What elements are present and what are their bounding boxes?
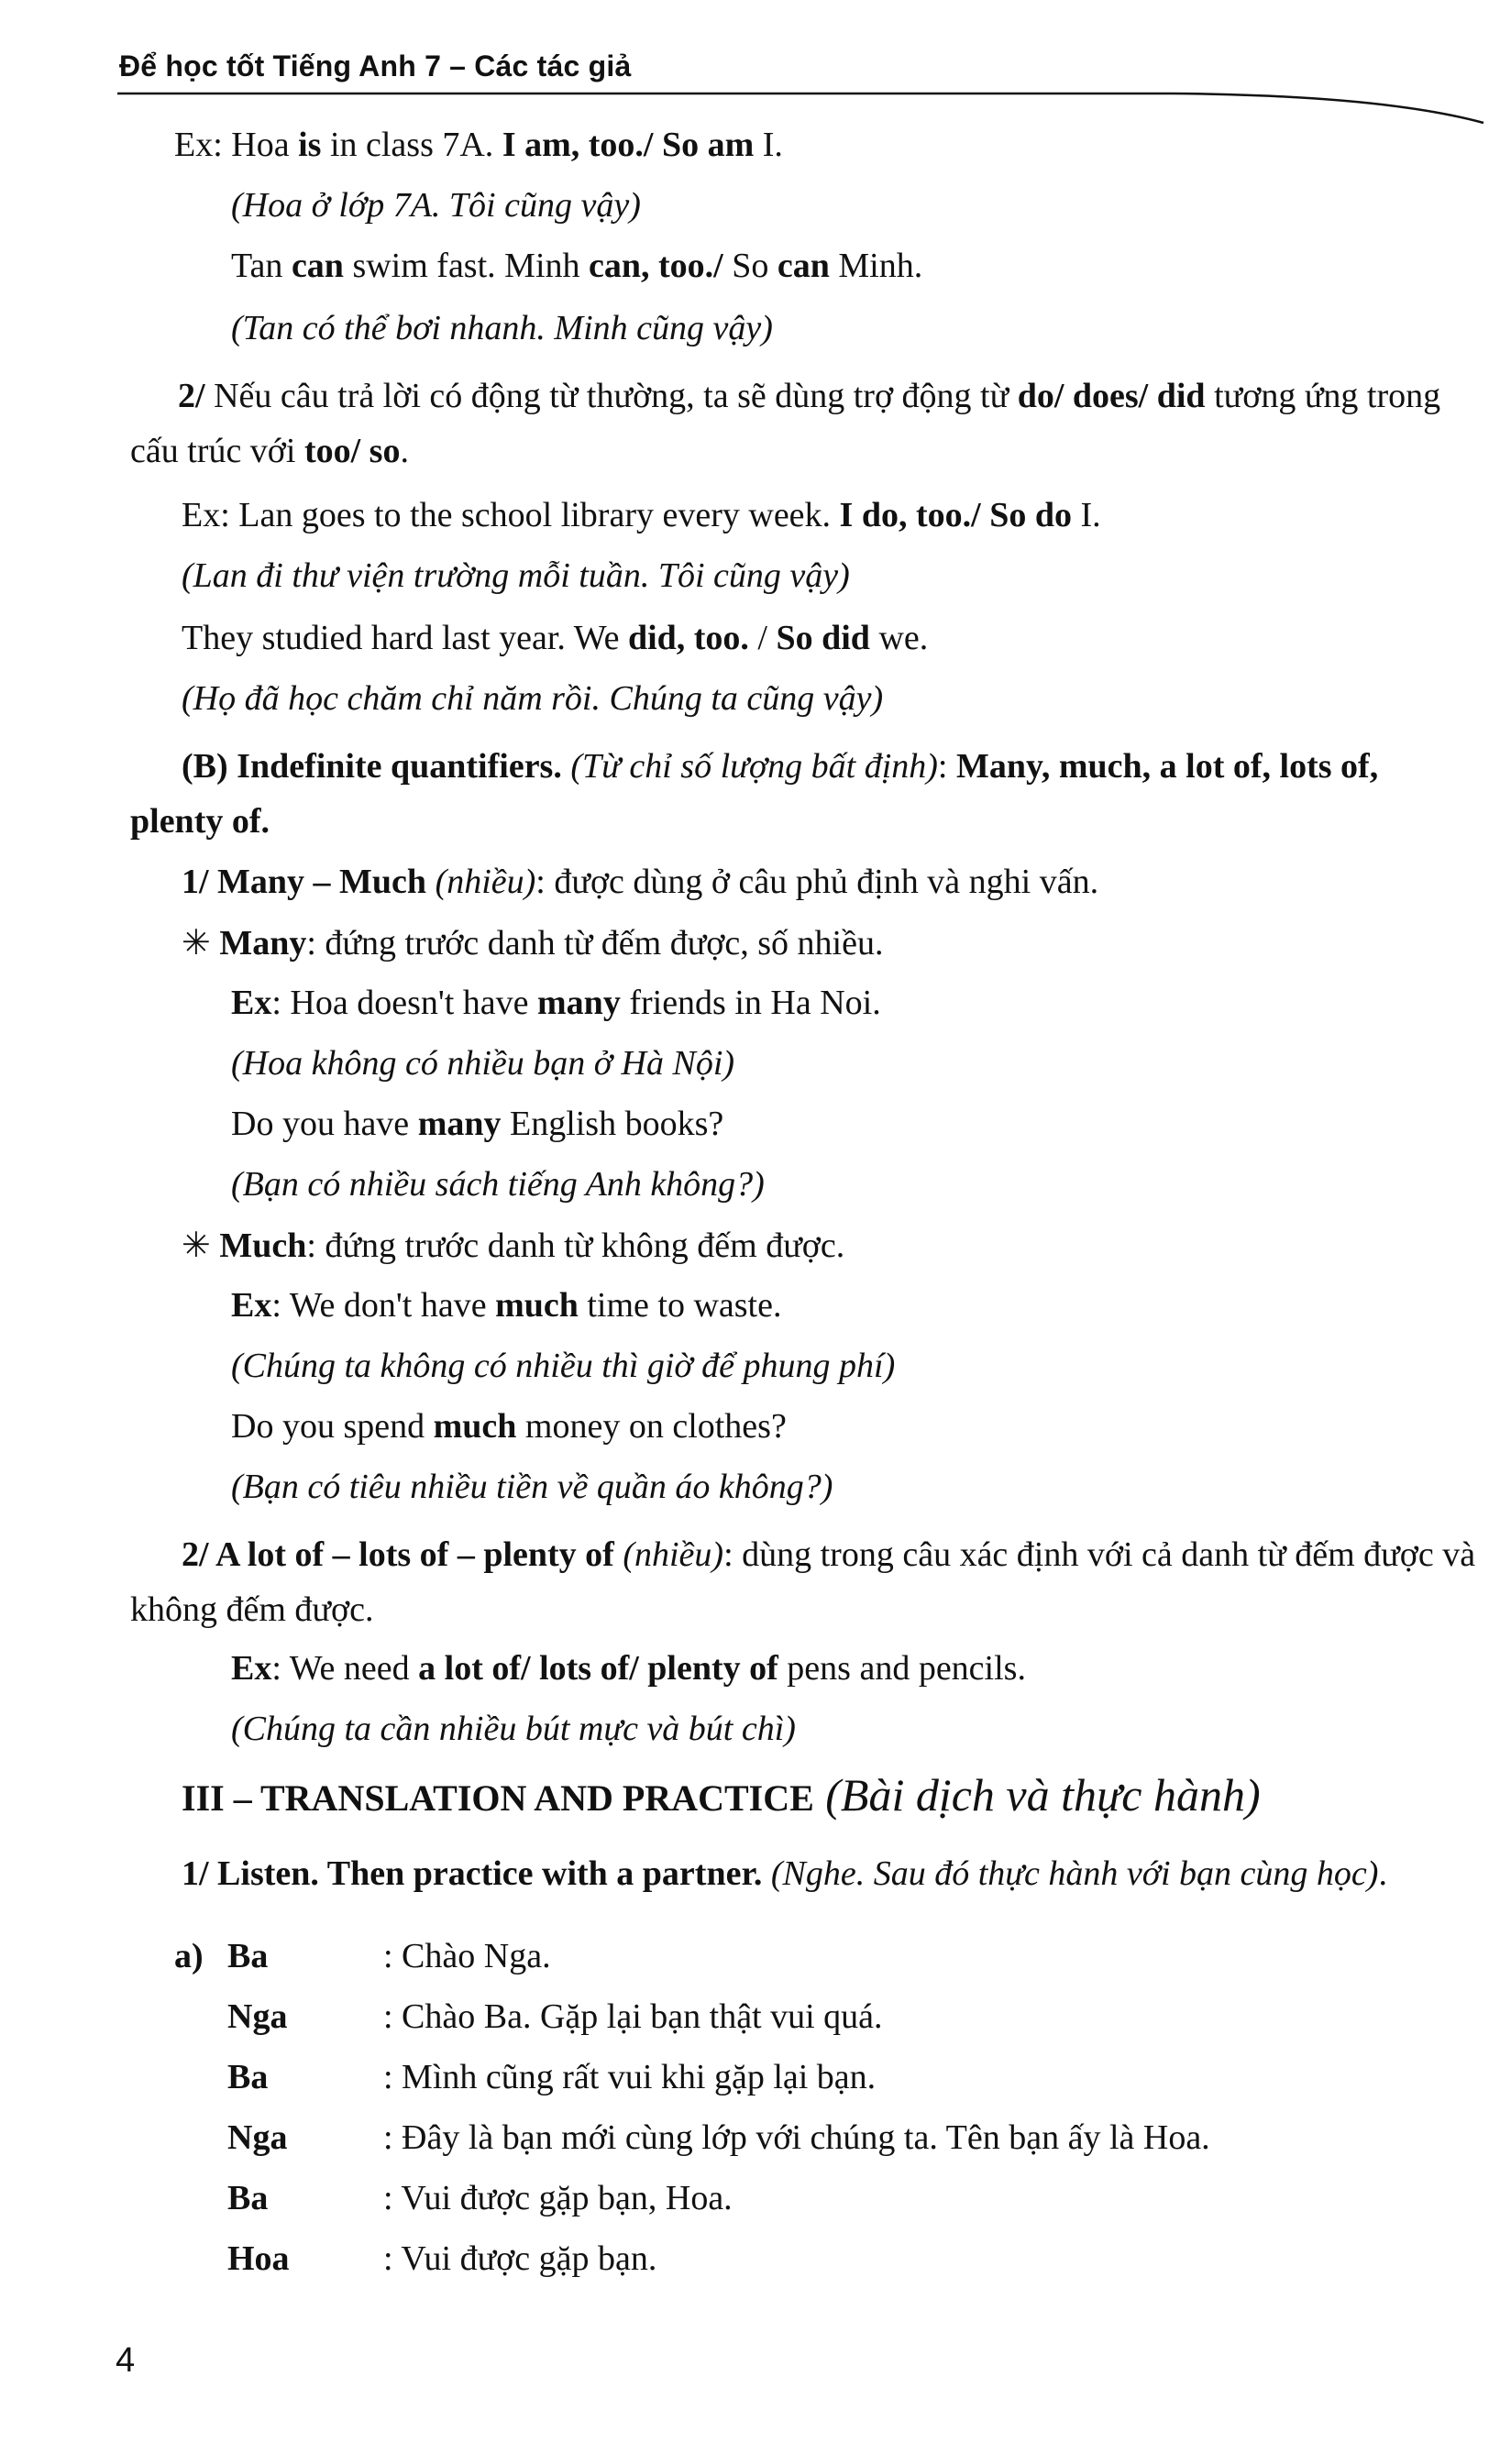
translation-line: (Tan có thể bơi nhanh. Minh cũng vậy) <box>231 309 773 347</box>
section-paragraph: (B) Indefinite quantifiers. (Từ chỉ số lượng bất định): Many, much, a lot of, lots of, plenty of. <box>130 747 1379 841</box>
translation-line: (Lan đi thư viện trường mỗi tuần. Tôi cũng vậy) <box>182 556 850 595</box>
dialogue-speaker: Hoa <box>227 2239 290 2278</box>
dialogue-utterance: : Mình cũng rất vui khi gặp lại bạn. <box>383 2058 877 2096</box>
example-line: They studied hard last year. We did, too. / So did we. <box>182 619 929 657</box>
translation-line: (Họ đã học chăm chỉ năm rồi. Chúng ta cũng vậy) <box>182 679 884 718</box>
page-number: 4 <box>116 2341 136 2380</box>
dialogue-row <box>174 1936 551 1976</box>
dialogue-utterance: : Đây là bạn mới cùng lớp với chúng ta. Tên bạn ấy là Hoa. <box>383 2118 1210 2157</box>
dialogue-speaker: Ba <box>227 1937 269 1975</box>
translation-line: (Bạn có nhiều sách tiếng Anh không?) <box>231 1165 765 1204</box>
rule-line: 1/ Many – Much (nhiều): được dùng ở câu phủ định và nghi vấn. <box>182 863 1099 901</box>
example-line: Ex: Lan goes to the school library every week. I do, too./ So do I. <box>182 496 1101 534</box>
dialogue-utterance: : Chào Ba. Gặp lại bạn thật vui quá. <box>383 1997 883 2036</box>
example-line: Do you have many English books? <box>231 1105 724 1143</box>
translation-line: (Hoa không có nhiều bạn ở Hà Nội) <box>231 1044 735 1083</box>
header-rule <box>117 88 1493 125</box>
example-line: Ex: Hoa doesn't have many friends in Ha Noi. <box>231 984 881 1022</box>
page-header: Để học tốt Tiếng Anh 7 – Các tác giả <box>119 50 632 82</box>
example-line: Ex: Hoa is in class 7A. I am, too./ So am I. <box>174 126 783 164</box>
dialogue-utterance: : Vui được gặp bạn, Hoa. <box>383 2179 733 2217</box>
dialogue-speaker: Ba <box>227 2179 269 2217</box>
translation-line: (Bạn có tiêu nhiều tiền về quần áo không?) <box>231 1468 833 1506</box>
section-heading: III – TRANSLATION AND PRACTICE (Bài dịch và thực hành) <box>182 1769 1261 1820</box>
asterisk-icon: ✳ <box>182 922 211 962</box>
dialogue-utterance: : Vui được gặp bạn. <box>383 2239 657 2278</box>
translation-line: (Chúng ta cần nhiều bút mực và bút chì) <box>231 1710 796 1748</box>
example-line: Ex: We don't have much time to waste. <box>231 1286 782 1325</box>
example-line: Tan can swim fast. Minh can, too./ So can Minh. <box>231 247 923 285</box>
instruction-paragraph: 1/ Listen. Then practice with a partner. (Nghe. Sau đó thực hành với bạn cùng học). <box>182 1854 1387 1893</box>
rule-paragraph: 2/ A lot of – lots of – plenty of (nhiều): dùng trong câu xác định với cả danh từ đếm được và không đếm được. <box>130 1535 1476 1629</box>
dialogue-label: a) <box>174 1937 204 1975</box>
dialogue-speaker: Nga <box>227 1997 288 2036</box>
bullet-line: ✳ Much: đứng trước danh từ không đếm được. <box>182 1225 845 1265</box>
dialogue-speaker: Nga <box>227 2118 288 2157</box>
dialogue-utterance: : Chào Nga. <box>383 1937 551 1975</box>
translation-line: (Chúng ta không có nhiều thì giờ để phung phí) <box>231 1347 896 1385</box>
bullet-line: ✳ Many: đứng trước danh từ đếm được, số nhiều. <box>182 922 884 962</box>
translation-line: (Hoa ở lớp 7A. Tôi cũng vậy) <box>231 186 641 225</box>
example-line: Do you spend much money on clothes? <box>231 1407 787 1446</box>
asterisk-icon: ✳ <box>182 1225 211 1265</box>
rule-paragraph: 2/ Nếu câu trả lời có động từ thường, ta sẽ dùng trợ động từ do/ does/ did tương ứng trong cấu trúc với too/ so. <box>130 377 1441 470</box>
dialogue-speaker: Ba <box>227 2058 269 2096</box>
example-line: Ex: We need a lot of/ lots of/ plenty of pens and pencils. <box>231 1649 1026 1688</box>
